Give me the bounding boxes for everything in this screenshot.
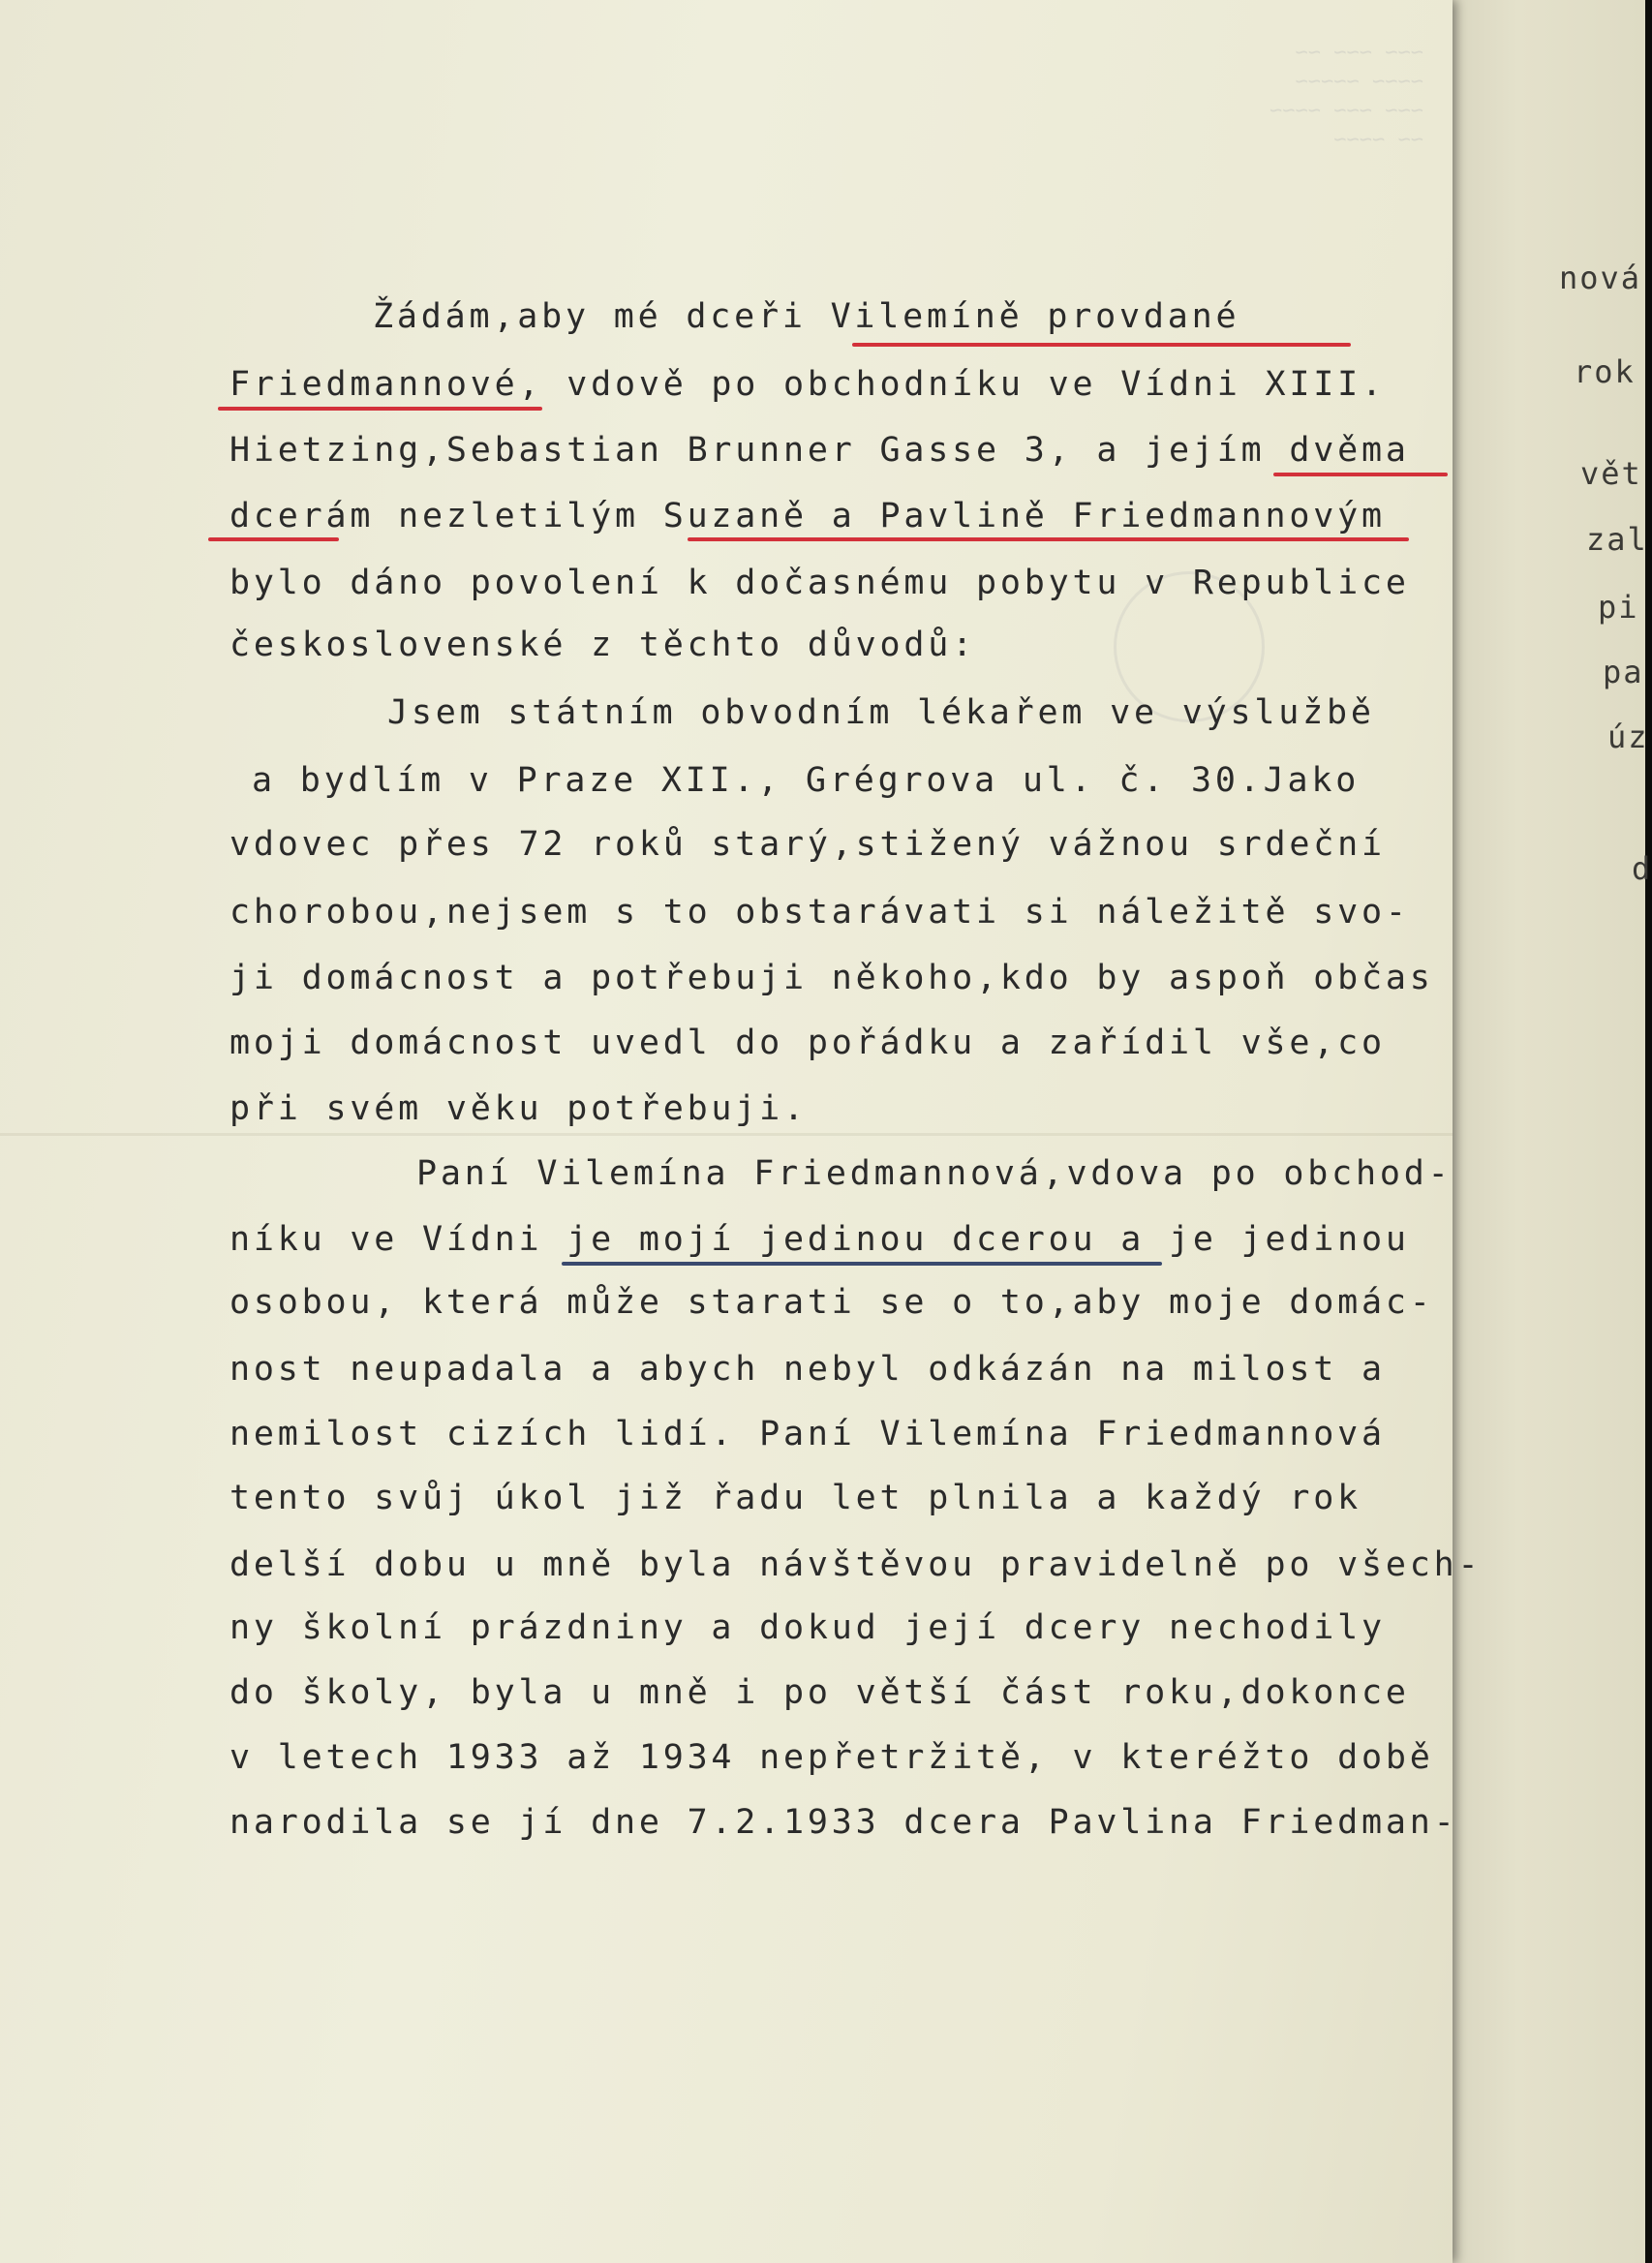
back-page-fragment: pi bbox=[1598, 589, 1639, 626]
text-line: Hietzing,Sebastian Brunner Gasse 3, a jejím dvěma bbox=[229, 431, 1410, 470]
red-underline bbox=[208, 537, 339, 541]
text-line: tento svůj úkol již řadu let plnila a každý rok bbox=[229, 1479, 1361, 1517]
back-page-edge bbox=[1433, 0, 1652, 2263]
text-line: Žádám,aby mé dceři Vilemíně provdané bbox=[373, 297, 1240, 336]
text-line: do školy, byla u mně i po větší část roku,dokonce bbox=[229, 1673, 1410, 1712]
text-line: chorobou,nejsem s to obstarávati si náležitě svo- bbox=[229, 893, 1410, 932]
text-line: při svém věku potřebuji. bbox=[229, 1089, 808, 1128]
text-line: níku ve Vídni je mojí jedinou dcerou a je jedinou bbox=[229, 1220, 1410, 1259]
text-line: československé z těchto důvodů: bbox=[229, 626, 977, 664]
text-line: bylo dáno povolení k dočasnému pobytu v Republice bbox=[229, 564, 1410, 602]
text-line: dcerám nezletilým Suzaně a Pavlině Friedmannovým bbox=[229, 497, 1386, 535]
text-line: nost neupadala a abych nebyl odkázán na milost a bbox=[229, 1350, 1386, 1389]
back-page-fragment: vět bbox=[1580, 455, 1642, 492]
back-page-fragment: rok bbox=[1574, 353, 1636, 390]
text-line: nemilost cizích lidí. Paní Vilemína Friedmannová bbox=[229, 1415, 1386, 1453]
text-line: Paní Vilemína Friedmannová,vdova po obchod- bbox=[416, 1154, 1453, 1193]
text-line: Friedmannové, vdově po obchodníku ve Vídni XIII. bbox=[229, 365, 1386, 404]
text-line: Jsem státním obvodním lékařem ve výslužbě bbox=[387, 693, 1375, 732]
text-line: moji domácnost uvedl do pořádku a zařídil vše,co bbox=[229, 1024, 1386, 1062]
red-underline bbox=[1273, 473, 1448, 476]
back-page-fragment: zal bbox=[1586, 521, 1648, 558]
red-underline bbox=[852, 343, 1351, 347]
text-line: ji domácnost a potřebuji někoho,kdo by aspoň občas bbox=[229, 959, 1434, 997]
back-page-fragment: d bbox=[1632, 850, 1652, 887]
blue-underline bbox=[562, 1262, 1162, 1266]
text-line: vdovec přes 72 roků starý,stižený vážnou srdeční bbox=[229, 825, 1386, 864]
back-page-fragment: úz bbox=[1607, 719, 1649, 755]
back-page-fragment: pa bbox=[1603, 654, 1644, 690]
text-line: osobou, která může starati se o to,aby moje domác- bbox=[229, 1283, 1434, 1322]
text-line: narodila se jí dne 7.2.1933 dcera Pavlina Friedman- bbox=[229, 1803, 1458, 1842]
ink-bleed-through: ~~~ ~~~ ~~ ~~~~ ~~~~~ ~~~ ~~~ ~~~~ ~~ ~~~~ bbox=[1270, 41, 1423, 152]
red-underline bbox=[688, 537, 1409, 541]
text-line: a bydlím v Praze XII., Grégrova ul. č. 30.Jako bbox=[252, 761, 1361, 800]
back-page-fragment: nová bbox=[1559, 260, 1642, 296]
red-underline bbox=[218, 407, 542, 411]
text-line: ny školní prázdniny a dokud její dcery nechodily bbox=[229, 1608, 1386, 1647]
text-line: delší dobu u mně byla návštěvou pravidelně po všech- bbox=[229, 1545, 1483, 1584]
text-line: v letech 1933 až 1934 nepřetržitě, v kteréžto době bbox=[229, 1738, 1434, 1777]
